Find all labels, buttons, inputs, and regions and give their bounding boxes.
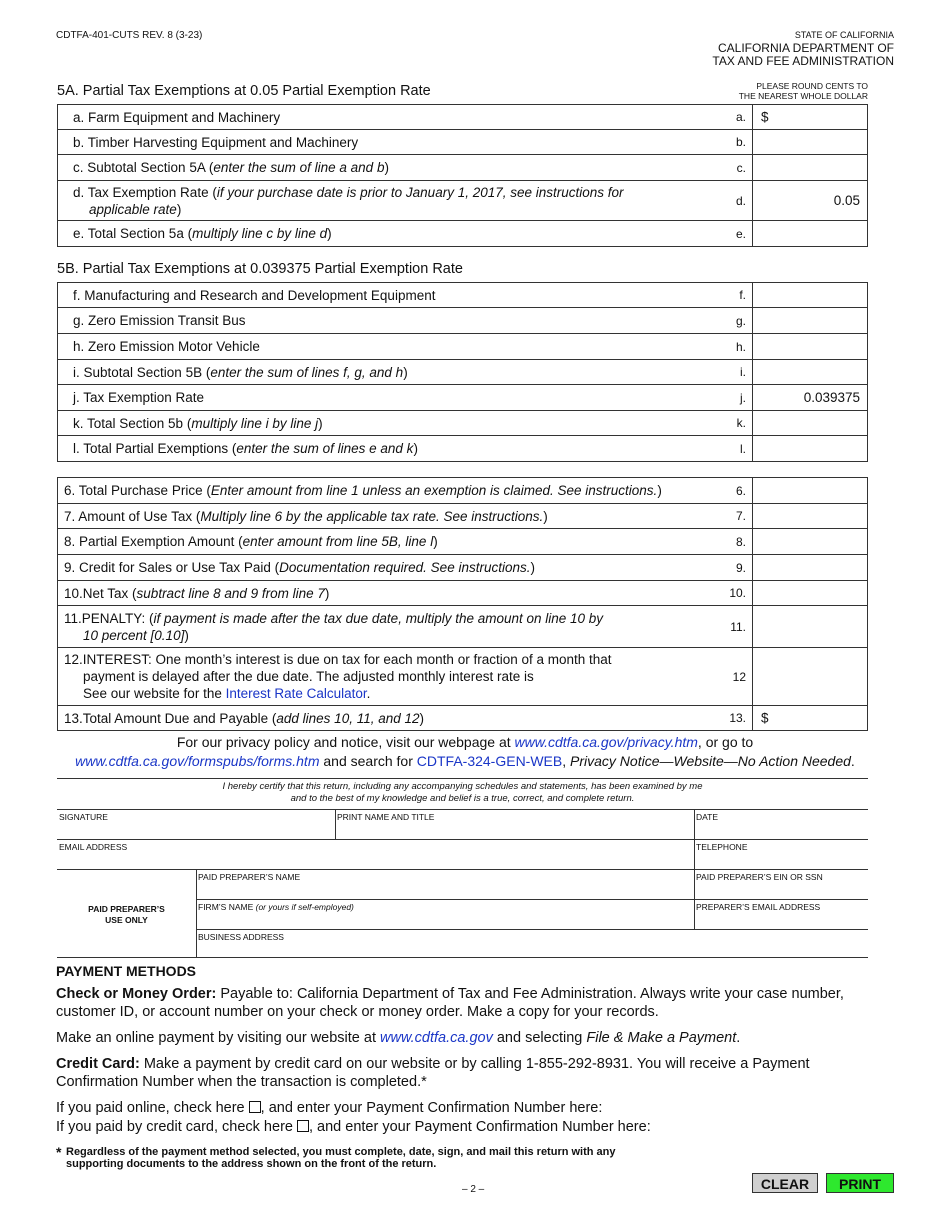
form-id: CDTFA-401-CUTS REV. 8 (3-23) [56, 30, 203, 41]
table-row [58, 283, 868, 308]
amount-field-f[interactable] [753, 283, 868, 308]
firm-name-field[interactable]: FIRM’S NAME (or yours if self-employed) [196, 899, 694, 929]
amount-field-6[interactable] [753, 478, 868, 504]
table-row [58, 181, 868, 221]
amount-field-g[interactable] [753, 308, 868, 334]
print-name-field[interactable]: PRINT NAME AND TITLE [335, 809, 694, 839]
print-button[interactable]: PRINT [826, 1173, 894, 1193]
table-row [58, 504, 868, 529]
cdtfa-website-link[interactable]: www.cdtfa.ca.gov [380, 1030, 493, 1046]
line-label: j. Tax Exemption Rate [58, 385, 707, 411]
amount-field-e[interactable] [753, 221, 868, 247]
dollar-sign: $ [761, 109, 769, 125]
line-label: 9. Credit for Sales or Use Tax Paid (Documentation required. See instructions.) [58, 555, 707, 581]
table-row [58, 130, 868, 155]
email-field[interactable]: EMAIL ADDRESS [57, 839, 694, 869]
forms-link[interactable]: www.cdtfa.ca.gov/formspubs/forms.htm [75, 753, 320, 769]
section-5b-table [57, 282, 868, 462]
line-label: i. Subtotal Section 5B (enter the sum of lines f, g, and h) [58, 360, 707, 385]
line-number: 12 [706, 648, 753, 706]
footnote: * Regardless of the payment method selected, you must complete, date, sign, and mail this return with any supporting documents to the address shown on the front of the return. [56, 1144, 616, 1170]
state-name: STATE OF CALIFORNIA [794, 30, 894, 40]
table-row [58, 360, 868, 385]
line-label: f. Manufacturing and Research and Development Equipment [58, 283, 707, 308]
preparer-name-field[interactable]: PAID PREPARER’S NAME [196, 869, 694, 899]
line-number: l. [706, 436, 753, 462]
line-label: c. Subtotal Section 5A (enter the sum of line a and b) [58, 155, 707, 181]
paid-online-checkbox[interactable] [249, 1101, 261, 1113]
line-label: l. Total Partial Exemptions (enter the sum of lines e and k) [58, 436, 707, 462]
line-label: g. Zero Emission Transit Bus [58, 308, 707, 334]
table-row [58, 555, 868, 581]
line-label: h. Zero Emission Motor Vehicle [58, 334, 707, 360]
check-money-order-text: Check or Money Order: Payable to: California Department of Tax and Fee Administration. Always write your case number, customer ID, or account number on your check or money order. Make a copy for your records. [56, 986, 844, 1020]
rounding-note: PLEASE ROUND CENTS TO THE NEAREST WHOLE DOLLAR [738, 81, 868, 101]
line-number: 7. [706, 504, 753, 529]
page-number: – 2 – [462, 1184, 485, 1195]
amount-field-k[interactable] [753, 411, 868, 436]
signature-field[interactable]: SIGNATURE [57, 809, 335, 839]
line-number: 11. [706, 606, 753, 648]
line-label: 7. Amount of Use Tax (Multiply line 6 by the applicable tax rate. See instructions.) [58, 504, 707, 529]
amount-field-11[interactable] [753, 606, 868, 648]
line-number: h. [706, 334, 753, 360]
line-number: 10. [706, 581, 753, 606]
amount-field-h[interactable] [753, 334, 868, 360]
amount-field-c[interactable] [753, 155, 868, 181]
dept-line1: CALIFORNIA DEPARTMENT OF [717, 41, 894, 55]
divider [335, 809, 336, 839]
line-label: k. Total Section 5b (multiply line i by line j) [58, 411, 707, 436]
line-label: a. Farm Equipment and Machinery [58, 105, 707, 130]
divider [694, 809, 695, 929]
online-payment-text: Make an online payment by visiting our website at www.cdtfa.ca.gov and selecting File & Make a Payment. [56, 1030, 741, 1046]
line-number: a. [706, 105, 753, 130]
line-label: d. Tax Exemption Rate (if your purchase date is prior to January 1, 2017, see instructions for applicable rate) [58, 181, 707, 221]
amount-field-9[interactable] [753, 555, 868, 581]
section-5a-table [57, 104, 868, 247]
amount-field-i[interactable] [753, 360, 868, 385]
line-label: 12.INTEREST: One month’s interest is due on tax for each month or fraction of a month that payment is delayed after the due date. The adjusted monthly interest rate is See our website for the Interest Rate Calculator. [58, 648, 707, 706]
line-label: 6. Total Purchase Price (Enter amount from line 1 unless an exemption is claimed. See instructions.) [58, 478, 707, 504]
paid-preparer-label: PAID PREPARER’S USE ONLY [57, 869, 196, 958]
amount-field-l[interactable] [753, 436, 868, 462]
line-number: k. [706, 411, 753, 436]
line-number: 13. [706, 706, 753, 731]
amount-field-a[interactable] [753, 105, 868, 130]
privacy-notice: For our privacy policy and notice, visit our webpage at www.cdtfa.ca.gov/privacy.htm, or go to www.cdtfa.ca.gov/formspubs/forms.htm and search for CDTFA-324-GEN-WEB, Privacy Notice—Website—No Action Needed. [75, 734, 855, 769]
table-row [58, 334, 868, 360]
line-number: 8. [706, 529, 753, 555]
line-number: 9. [706, 555, 753, 581]
date-field[interactable]: DATE [694, 809, 868, 839]
amount-field-8[interactable] [753, 529, 868, 555]
line-number: g. [706, 308, 753, 334]
line-label: b. Timber Harvesting Equipment and Machinery [58, 130, 707, 155]
amount-field-d[interactable]: 0.05 [753, 181, 868, 221]
payment-methods-title: PAYMENT METHODS [56, 963, 197, 979]
line-number: j. [706, 385, 753, 411]
line-label: e. Total Section 5a (multiply line c by line d) [58, 221, 707, 247]
table-row [58, 436, 868, 462]
paid-card-line: If you paid by credit card, check here , and enter your Payment Confirmation Number here: [56, 1119, 651, 1135]
amount-field-10[interactable] [753, 581, 868, 606]
dollar-sign: $ [761, 710, 769, 726]
table-row [58, 411, 868, 436]
cdtfa-324-link[interactable]: CDTFA-324-GEN-WEB [416, 753, 563, 769]
line-label: 10.Net Tax (subtract line 8 and 9 from line 7) [58, 581, 707, 606]
clear-button[interactable]: CLEAR [752, 1173, 818, 1193]
preparer-email-field[interactable]: PREPARER’S EMAIL ADDRESS [694, 899, 868, 929]
table-row [58, 105, 868, 130]
line-number: c. [706, 155, 753, 181]
table-row [58, 529, 868, 555]
preparer-ein-field[interactable]: PAID PREPARER’S EIN OR SSN [694, 869, 868, 899]
table-row [58, 648, 868, 706]
section-5a-title: 5A. Partial Tax Exemptions at 0.05 Partial Exemption Rate [57, 83, 431, 99]
line-number: d. [706, 181, 753, 221]
line-number: f. [706, 283, 753, 308]
dept-line2: TAX AND FEE ADMINISTRATION [712, 54, 894, 68]
amount-field-b[interactable] [753, 130, 868, 155]
table-row [58, 581, 868, 606]
amount-field-13[interactable] [753, 706, 868, 731]
certification-block [57, 778, 868, 958]
divider [196, 869, 197, 958]
table-row [58, 478, 868, 504]
telephone-field[interactable]: TELEPHONE [694, 839, 868, 869]
table-row [58, 706, 868, 731]
amount-field-12[interactable] [753, 648, 868, 706]
line-label: 11.PENALTY: (if payment is made after the tax due date, multiply the amount on line 10 by 10 percent [0.10]) [58, 606, 707, 648]
table-row [58, 308, 868, 334]
table-row [58, 155, 868, 181]
credit-card-text: Credit Card: Make a payment by credit card on our website or by calling 1-855-292-8931. You will receive a Payment Confirmation Number when the transaction is completed.* [56, 1056, 810, 1090]
line-label: 8. Partial Exemption Amount (enter amount from line 5B, line l) [58, 529, 707, 555]
amount-field-j[interactable]: 0.039375 [753, 385, 868, 411]
paid-online-line: If you paid online, check here , and enter your Payment Confirmation Number here: [56, 1100, 603, 1116]
amount-field-7[interactable] [753, 504, 868, 529]
totals-table [57, 477, 868, 731]
paid-card-checkbox[interactable] [297, 1120, 309, 1132]
line-number: e. [706, 221, 753, 247]
line-number: i. [706, 360, 753, 385]
privacy-link[interactable]: www.cdtfa.ca.gov/privacy.htm [514, 734, 698, 750]
certification-text: I hereby certify that this return, including any accompanying schedules and statements, has been examined by me and to the best of my knowledge and belief is a true, correct, and complete return. [57, 778, 868, 809]
table-row [58, 221, 868, 247]
line-number: b. [706, 130, 753, 155]
business-address-field[interactable]: BUSINESS ADDRESS [196, 929, 868, 958]
agency-header [712, 29, 894, 68]
section-5b-title: 5B. Partial Tax Exemptions at 0.039375 Partial Exemption Rate [57, 261, 463, 277]
line-label: 13.Total Amount Due and Payable (add lines 10, 11, and 12) [58, 706, 707, 731]
table-row [58, 385, 868, 411]
table-row [58, 606, 868, 648]
interest-rate-calculator-link[interactable]: Interest Rate Calculator [225, 686, 367, 701]
line-number: 6. [706, 478, 753, 504]
